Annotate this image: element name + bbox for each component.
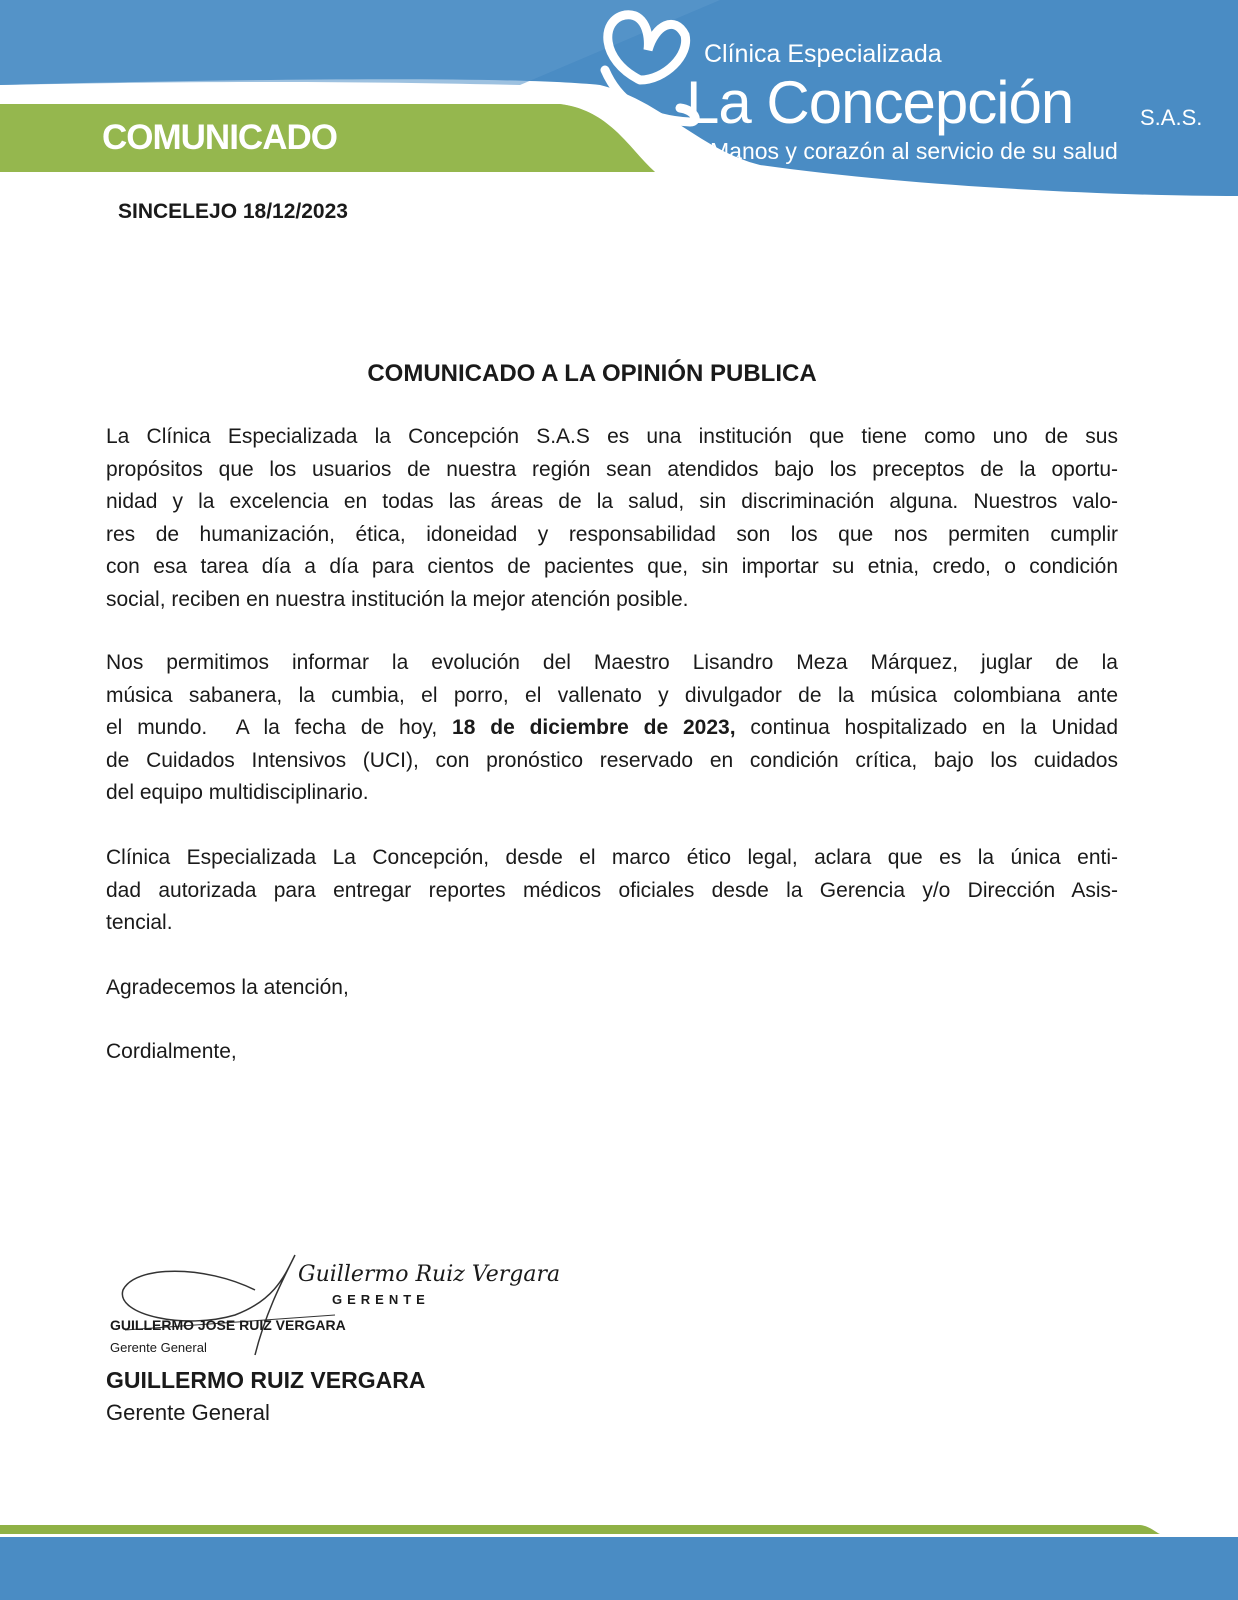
text-line: La Clínica Especializada la Concepción S.A.S es una institución que tiene como uno de sus	[106, 425, 1118, 448]
document-title: COMUNICADO A LA OPINIÓN PUBLICA	[367, 360, 817, 387]
signer-role: Gerente General	[106, 1400, 270, 1425]
signer-name: GUILLERMO RUIZ VERGARA	[106, 1367, 426, 1393]
signature-stamp-role: Gerente General	[110, 1340, 207, 1355]
brand-tagline: Manos y corazón al servicio de su salud	[710, 138, 1118, 164]
signature-stamp-name: GUILLERMO JOSE RUIZ VERGARA	[110, 1317, 346, 1333]
paragraph-3	[106, 842, 1118, 940]
text-line: música sabanera, la cumbia, el porro, el vallenato y divulgador de la música colombiana ante	[106, 683, 1118, 707]
signature-stamp-title: GERENTE	[332, 1292, 430, 1307]
text-line: Nos permitimos informar la evolución del Maestro Lisandro Meza Márquez, juglar de la	[106, 651, 1118, 674]
footer-band	[0, 1520, 1238, 1600]
text-segment: el mundo. A la fecha de hoy,	[106, 716, 453, 740]
comunicado-badge: COMUNICADO	[102, 118, 337, 157]
brand-suffix: S.A.S.	[1140, 105, 1203, 130]
sign-off: Cordialmente,	[106, 1040, 237, 1063]
text-line: propósitos que los usuarios de nuestra región sean atendidos bajo los preceptos de la oportu-	[106, 457, 1118, 481]
text-line: nidad y la excelencia en todas las áreas de la salud, sin discriminación alguna. Nuestros valo-	[106, 490, 1118, 514]
brand-line1: Clínica Especializada	[704, 40, 942, 68]
date-highlight: 18 de diciembre de 2023,	[452, 716, 736, 740]
text-line: del equipo multidisciplinario.	[106, 781, 369, 805]
text-line	[106, 712, 1118, 745]
brand-name: La Concepción	[686, 69, 1074, 136]
text-line: dad autorizada para entregar reportes médicos oficiales desde la Gerencia y/o Dirección Asis-	[106, 878, 1118, 902]
closing: Agradecemos la atención,	[106, 976, 349, 999]
place-date: SINCELEJO 18/12/2023	[118, 200, 348, 223]
paragraph-1	[106, 421, 1118, 617]
text-line: res de humanización, ética, idoneidad y responsabilidad son los que nos permiten cumplir	[106, 522, 1118, 546]
text-line: con esa tarea día a día para cientos de pacientes que, sin importar su etnia, credo, o condición	[106, 555, 1118, 579]
signature-script-name: Guillermo Ruiz Vergara	[298, 1262, 561, 1287]
text-line: de Cuidados Intensivos (UCI), con pronóstico reservado en condición crítica, bajo los cuidados	[106, 748, 1118, 772]
text-line: tencial.	[106, 911, 173, 935]
text-line: social, reciben en nuestra institución la mejor atención posible.	[106, 587, 689, 611]
text-line: Clínica Especializada La Concepción, desde el marco ético legal, aclara que es la única enti-	[106, 846, 1118, 869]
paragraph-2	[106, 647, 1118, 810]
text-segment: continua hospitalizado en la Unidad	[735, 716, 1119, 740]
